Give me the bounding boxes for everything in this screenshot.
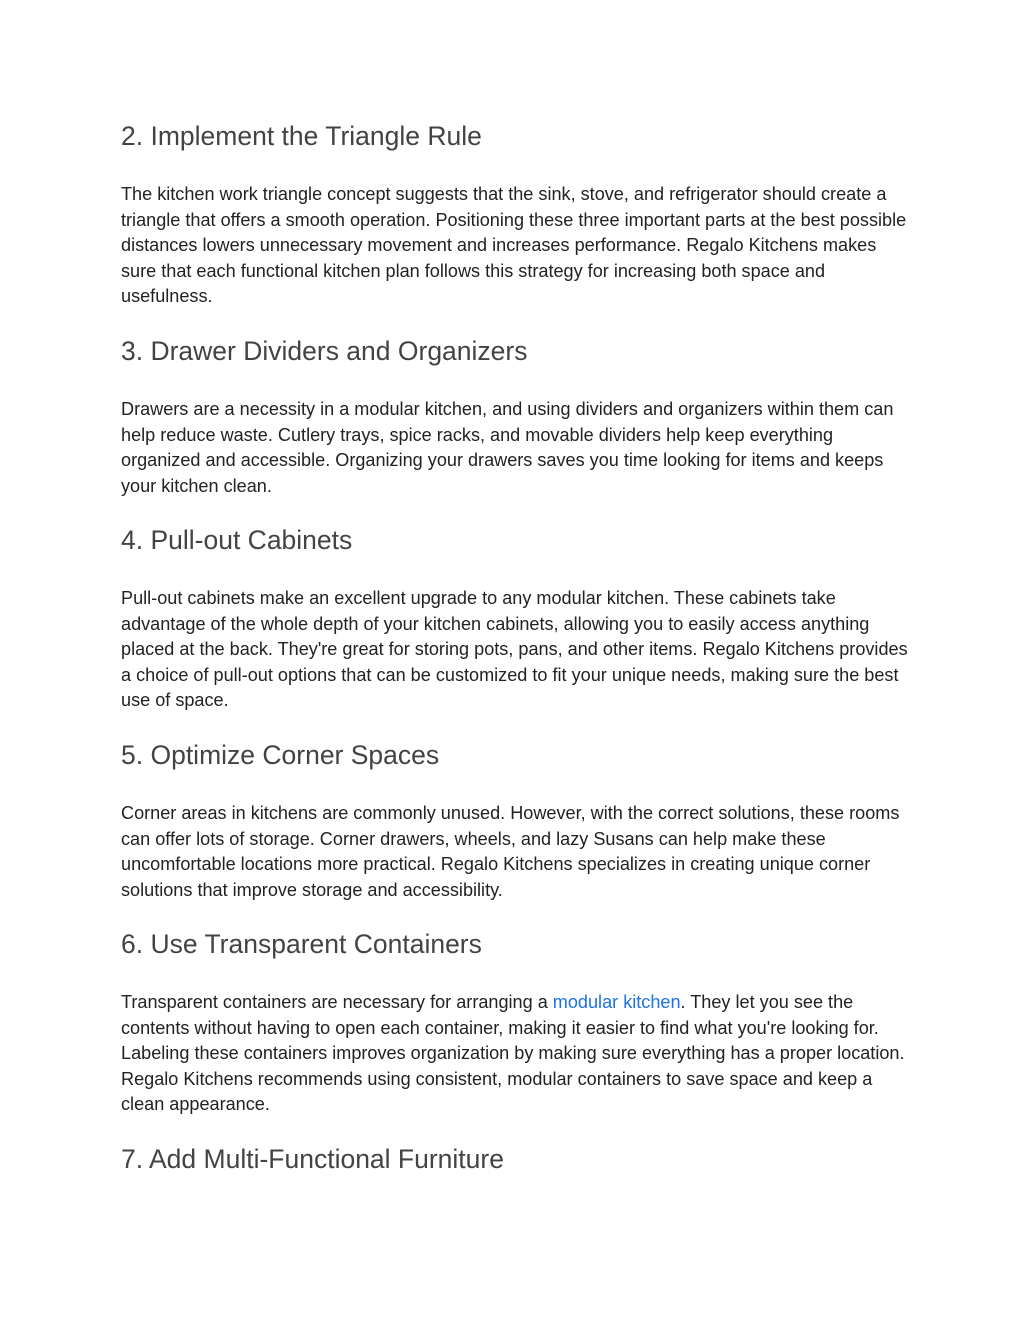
section-body-drawer-dividers: Drawers are a necessity in a modular kitchen, and using dividers and organizers within them can help reduce waste. Cutlery trays, spice racks, and movable dividers help keep everything organized and accessible. Organizing your drawers saves you time looking for items and keeps your kitchen clean. [121, 399, 894, 496]
body-text-before-link: Transparent containers are necessary for arranging a [121, 992, 553, 1012]
section-heading-corner-spaces: 5. Optimize Corner Spaces [121, 740, 440, 770]
section-heading-drawer-dividers: 3. Drawer Dividers and Organizers [121, 336, 528, 366]
section-body-triangle-rule: The kitchen work triangle concept suggests that the sink, stove, and refrigerator should create a triangle that offers a smooth operation. Positioning these three important parts at the best possible distances lowers unnecessary movement and increases performance. Regalo Kitchens makes sure that each functional kitchen plan follows this strategy for increasing both space and usefulness. [121, 184, 907, 306]
section-heading-pull-out-cabinets: 4. Pull-out Cabinets [121, 525, 353, 555]
section-body-pull-out-cabinets: Pull-out cabinets make an excellent upgrade to any modular kitchen. These cabinets take advantage of the whole depth of your kitchen cabinets, allowing you to easily access anything placed at the back. They're great for storing pots, pans, and other items. Regalo Kitchens provides a choice of pull-out options that can be customized to fit your unique needs, making sure the best use of space. [121, 588, 908, 710]
section-body-corner-spaces: Corner areas in kitchens are commonly unused. However, with the correct solutions, these rooms can offer lots of storage. Corner drawers, wheels, and lazy Susans can help make these uncomfortable locations more practical. Regalo Kitchens specializes in creating unique corner solutions that improve storage and accessibility. [121, 803, 900, 900]
body-text-after-link: . They let you see the contents without having to open each container, making it easier to find what you're looking for. Labeling these containers improves organization by making sure everything has a proper location. Regalo Kitchens recommends using consistent, modular containers to save space and keep a clean appearance. [121, 992, 905, 1114]
section-heading-triangle-rule: 2. Implement the Triangle Rule [121, 121, 482, 151]
section-heading-transparent-containers: 6. Use Transparent Containers [121, 929, 482, 959]
section-heading-multi-functional-furniture: 7. Add Multi-Functional Furniture [121, 1144, 504, 1174]
section-body-transparent-containers [121, 990, 911, 1118]
modular-kitchen-link[interactable]: modular kitchen [552, 992, 681, 1012]
